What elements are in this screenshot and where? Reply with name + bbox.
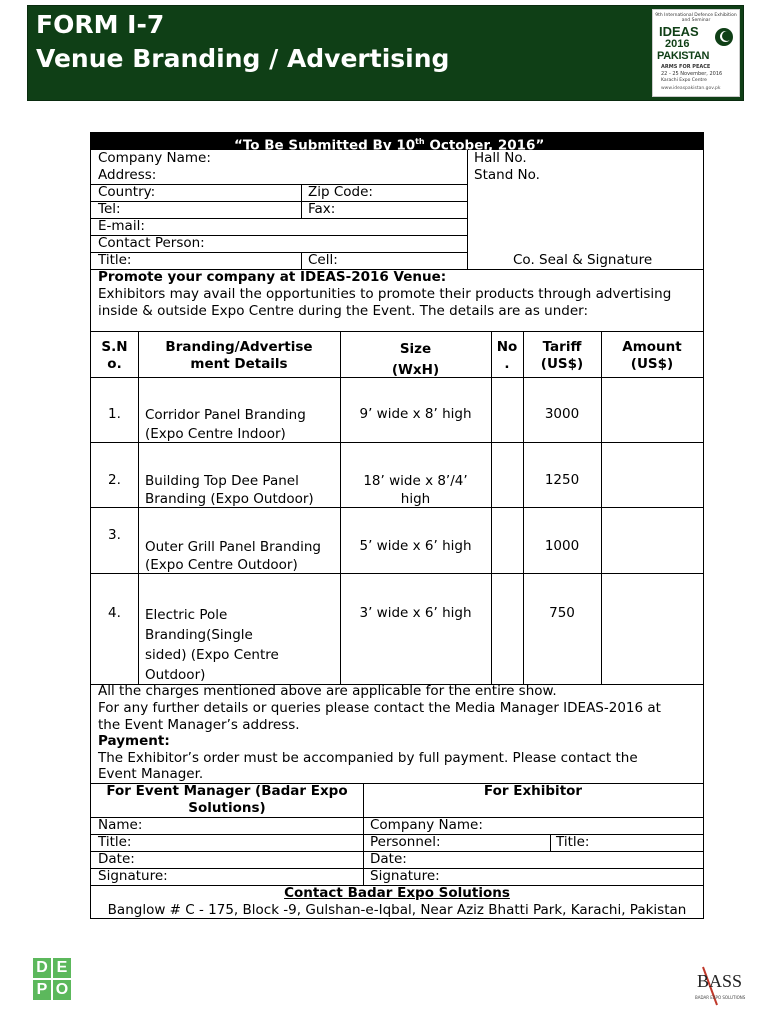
depo-letter: D (33, 958, 51, 978)
row-4-size: 3’ wide x 6’ high (359, 605, 472, 621)
manager-date-field[interactable]: Date: (98, 851, 135, 867)
row-2-sn: 2. (108, 472, 121, 488)
zip-code-field[interactable]: Zip Code: (308, 184, 373, 200)
charges-note: All the charges mentioned above are applicable for the entire show. (98, 683, 557, 699)
row-2-size: 18’ wide x 8’/4’ high (363, 473, 468, 507)
fax-field[interactable]: Fax: (308, 201, 336, 217)
row-4-details: Electric Pole Branding(Single sided) (Expo Centre Outdoor) (145, 607, 279, 683)
manager-title-field[interactable]: Title: (98, 834, 132, 850)
promote-heading: Promote your company at IDEAS-2016 Venue: (98, 269, 447, 285)
exhibitor-heading: For Exhibitor (483, 783, 583, 799)
cell-field[interactable]: Cell: (308, 252, 338, 268)
logo-venue: Karachi Expo Centre (661, 78, 707, 83)
row-3-size: 5’ wide x 6’ high (359, 538, 472, 554)
header-details: Branding/Advertise ment Details (165, 339, 313, 372)
contact-heading: Contact Badar Expo Solutions (284, 885, 510, 901)
row-1-details: Corridor Panel Branding (Expo Centre Indoor) (145, 407, 306, 442)
manager-signature-field[interactable]: Signature: (98, 868, 168, 884)
bass-logo (695, 965, 750, 1010)
exhibitor-signature-field[interactable]: Signature: (370, 868, 440, 884)
exhibitor-personnel-field[interactable]: Personnel: (370, 834, 441, 850)
logo-top-text: 9th International Defence Exhibition and Seminar (655, 13, 737, 23)
promote-text-line2: inside & outside Expo Centre during the Event. The details are as under: (98, 303, 588, 319)
depo-letter: P (33, 980, 51, 1000)
manager-name-field[interactable]: Name: (98, 817, 143, 833)
address-field[interactable]: Address: (98, 167, 157, 183)
payment-text-line2: Event Manager. (98, 766, 204, 782)
logo-year: 2016 (665, 38, 690, 50)
contact-person-field[interactable]: Contact Person: (98, 235, 205, 251)
header-no: No . (496, 339, 518, 372)
email-field[interactable]: E-mail: (98, 218, 145, 234)
exhibitor-date-field[interactable]: Date: (370, 851, 407, 867)
row-2-tariff: 1250 (544, 472, 580, 488)
depo-letter: O (53, 980, 71, 1000)
pakistan-flag-icon (715, 28, 733, 46)
logo-url: www.ideaspakistan.gov.pk (661, 86, 721, 91)
header-size: Size (WxH) (391, 341, 440, 378)
header-tariff: Tariff (US$) (540, 339, 584, 372)
exhibitor-title-field[interactable]: Title: (556, 834, 590, 850)
promote-text-line1: Exhibitors may avail the opportunities to promote their products through advertising (98, 286, 672, 302)
row-3-details: Outer Grill Panel Branding (Expo Centre Outdoor) (145, 539, 321, 573)
company-name-field[interactable]: Company Name: (98, 150, 211, 166)
payment-text-line1: The Exhibitor’s order must be accompanied by full payment. Please contact the (98, 750, 638, 766)
form-header-banner (27, 5, 744, 101)
logo-country: PAKISTAN (657, 50, 710, 62)
row-1-size: 9’ wide x 8’ high (359, 406, 472, 422)
seal-signature-label: Co. Seal & Signature (513, 252, 653, 268)
logo-ideas-text: IDEAS (659, 24, 699, 39)
logo-dates: 22 - 25 November, 2016 (661, 71, 723, 77)
header-amount: Amount (US$) (622, 339, 682, 372)
row-2-details: Building Top Dee Panel Branding (Expo Outdoor) (145, 473, 314, 507)
ideas-2016-logo (652, 9, 740, 97)
country-field[interactable]: Country: (98, 184, 156, 200)
exhibitor-company-field[interactable]: Company Name: (370, 817, 483, 833)
depo-letter: E (53, 958, 71, 978)
header-sn: S.N o. (101, 339, 128, 372)
hall-no-field[interactable]: Hall No. (474, 150, 527, 166)
row-4-tariff: 750 (549, 605, 575, 621)
deadline-text: “To Be Submitted By 10th October, 2016” (234, 137, 545, 154)
contact-address: Banglow # C - 175, Block -9, Gulshan-e-Iqbal, Near Aziz Bhatti Park, Karachi, Pakistan (107, 902, 687, 918)
stand-no-field[interactable]: Stand No. (474, 167, 540, 183)
title-field[interactable]: Title: (98, 252, 132, 268)
further-details-line2: the Event Manager’s address. (98, 717, 300, 733)
bass-logo-text: BASS (697, 971, 743, 991)
row-4-sn: 4. (108, 605, 121, 621)
row-1-tariff: 3000 (544, 406, 580, 422)
bass-logo-subtext: BADAR EXPO SOLUTIONS (695, 995, 746, 1000)
payment-heading: Payment: (98, 733, 170, 749)
tel-field[interactable]: Tel: (98, 201, 121, 217)
branding-form (90, 132, 704, 919)
depo-logo (33, 958, 73, 1002)
form-title: Venue Branding / Advertising (36, 44, 450, 73)
logo-tagline: ARMS FOR PEACE (661, 64, 711, 70)
further-details-line1: For any further details or queries please contact the Media Manager IDEAS-2016 at (98, 700, 661, 716)
manager-heading: For Event Manager (Badar Expo Solutions) (106, 783, 348, 816)
row-3-tariff: 1000 (544, 538, 580, 554)
row-3-sn: 3. (108, 527, 121, 543)
row-1-sn: 1. (108, 406, 121, 422)
form-number: FORM I-7 (36, 10, 165, 39)
